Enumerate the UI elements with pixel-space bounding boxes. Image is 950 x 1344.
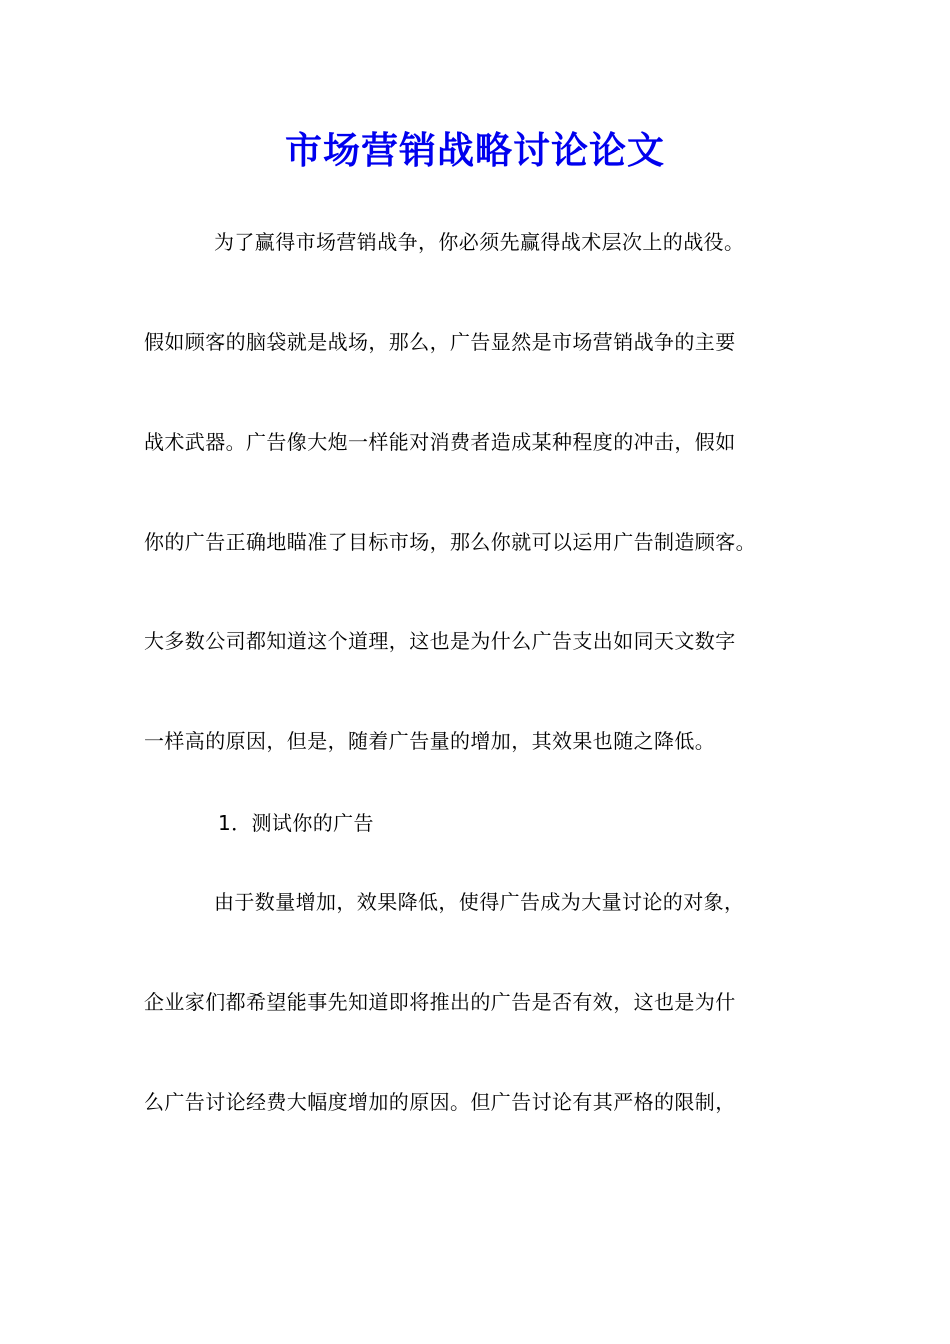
paragraph-line-3: 战术武器。广告像大炮一样能对消费者造成某种程度的冲击，假如 [144,430,736,454]
paragraph-line-1: 为了赢得市场营销战争，你必须先赢得战术层次上的战役。 [214,230,745,254]
paragraph-line-9: 么广告讨论经费大幅度增加的原因。但广告讨论有其严格的限制， [144,1090,736,1114]
section-heading: 1．测试你的广告 [218,811,374,835]
paragraph-line-2: 假如顾客的脑袋就是战场，那么，广告显然是市场营销战争的主要 [144,330,736,354]
paragraph-line-6: 一样高的原因，但是，随着广告量的增加，其效果也随之降低。 [144,729,716,753]
paragraph-line-4: 你的广告正确地瞄准了目标市场，那么你就可以运用广告制造顾客。 [144,530,756,554]
paragraph-line-8: 企业家们都希望能事先知道即将推出的广告是否有效，这也是为什 [144,990,736,1014]
paragraph-line-7: 由于数量增加，效果降低，使得广告成为大量讨论的对象， [214,890,745,914]
document-title: 市场营销战略讨论论文 [285,128,665,172]
paragraph-line-5: 大多数公司都知道这个道理，这也是为什么广告支出如同天文数字 [144,629,736,653]
